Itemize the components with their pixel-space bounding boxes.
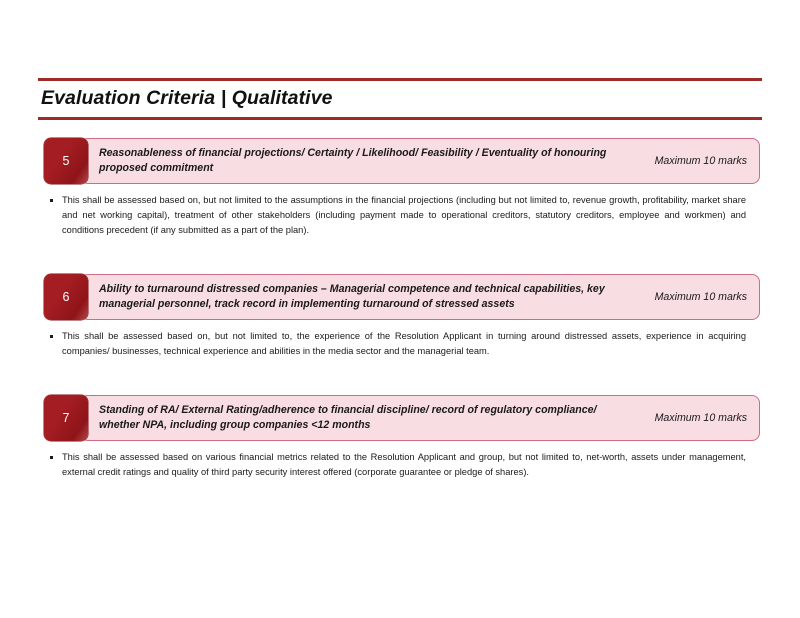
bullet-icon — [50, 456, 53, 459]
bullet-icon — [50, 199, 53, 202]
criterion-marks: Maximum 10 marks — [654, 412, 747, 425]
criterion-bar-body — [80, 138, 760, 184]
criterion-title: Ability to turnaround distressed companies – Managerial competence and technical capabilities, key managerial personnel, track record in implementing turnaround of stressed assets — [99, 283, 605, 311]
criterion-title: Reasonableness of financial projections/ Certainty / Likelihood/ Feasibility / Eventuality of honouring proposed commitment — [99, 147, 607, 175]
criterion-number-badge: 6 — [44, 274, 88, 320]
section-spacer — [44, 359, 760, 395]
section-spacer — [44, 238, 760, 274]
slide-header — [38, 78, 762, 120]
criterion-notes — [48, 193, 760, 238]
criterion-number-badge: 5 — [44, 138, 88, 184]
criterion-bar — [44, 138, 760, 184]
criterion-title: Standing of RA/ External Rating/adherence to financial discipline/ record of regulatory compliance/ whether NPA, including group companies <12 months — [99, 404, 597, 432]
criterion-marks: Maximum 10 marks — [654, 291, 747, 304]
criterion-item — [44, 274, 760, 359]
criteria-list — [44, 138, 760, 481]
note-item — [48, 193, 760, 238]
criterion-bar — [44, 274, 760, 320]
criterion-bar — [44, 395, 760, 441]
criterion-number-badge: 7 — [44, 395, 88, 441]
header-rule-bottom — [38, 117, 762, 120]
page-title: Evaluation Criteria | Qualitative — [41, 87, 333, 109]
criterion-notes — [48, 329, 760, 359]
criterion-notes — [48, 450, 760, 480]
criterion-marks: Maximum 10 marks — [654, 155, 747, 168]
criterion-item — [44, 138, 760, 238]
note-item — [48, 450, 760, 480]
criterion-item — [44, 395, 760, 480]
criterion-bar-body — [80, 395, 760, 441]
note-text: This shall be assessed based on, but not limited to the assumptions in the financial projections (including but not limited to, revenue growth, profitability, market share and net working capital), treatment of other stakeholders (including payment made to operational creditors, statutory creditors, employee and workmen) and conditions precedent (if any submitted as a part of the plan). — [62, 195, 746, 236]
criterion-bar-body — [80, 274, 760, 320]
note-item — [48, 329, 760, 359]
note-text: This shall be assessed based on, but not limited to, the experience of the Resolution Applicant in turning around distressed assets, experience in acquiring companies/ businesses, technical experience and abilities in the media sector and the managerial team. — [62, 331, 746, 357]
note-text: This shall be assessed based on various financial metrics related to the Resolution Applicant and group, but not limited to, net-worth, assets under management, external credit ratings and quality of third party security interest offered (corporate guarantee or pledge of shares). — [62, 452, 746, 478]
bullet-icon — [50, 335, 53, 338]
